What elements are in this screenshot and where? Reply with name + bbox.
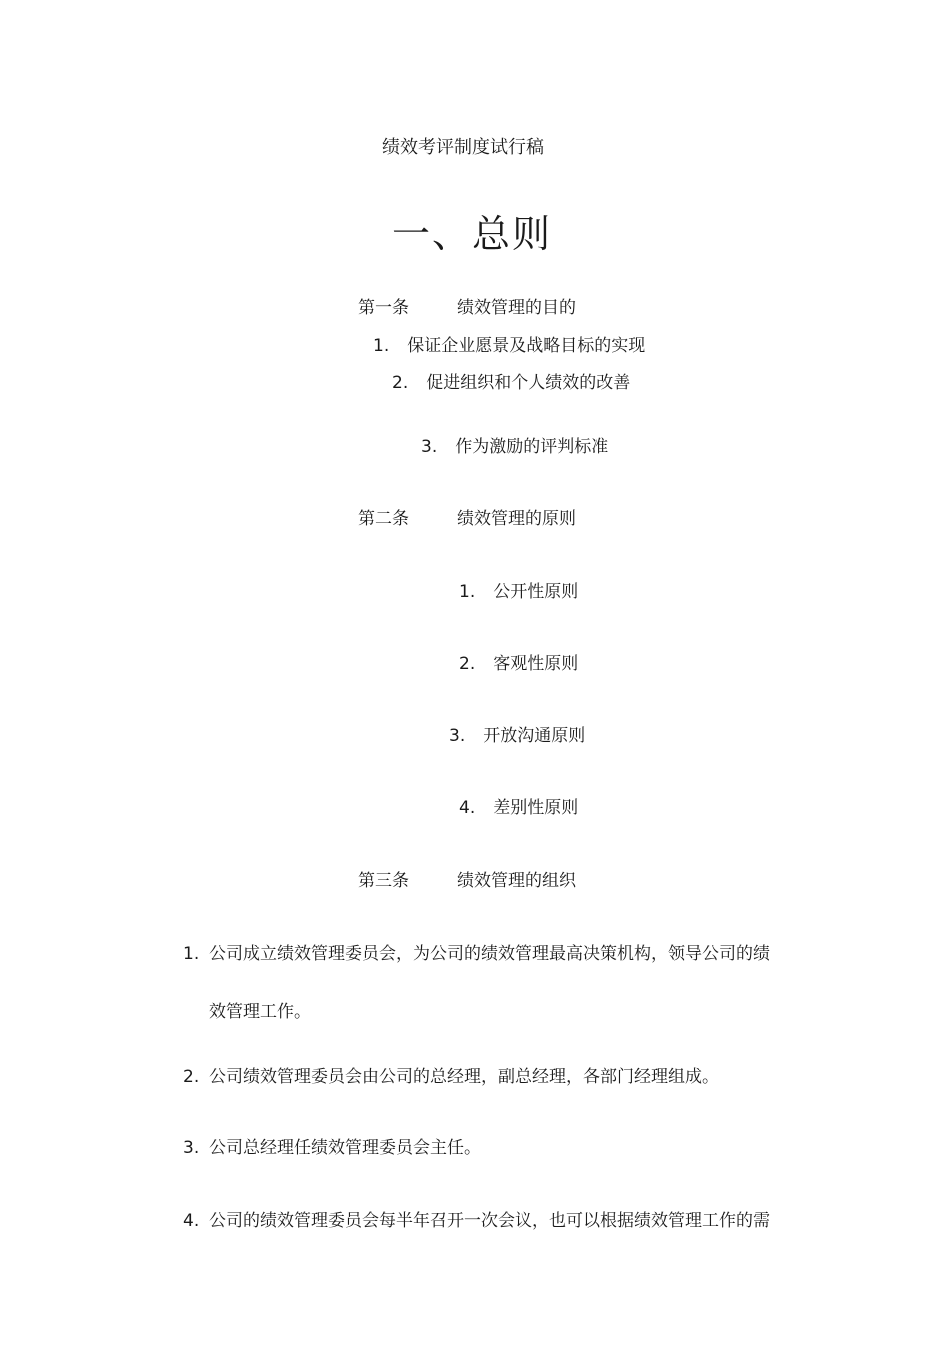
list-item-number: 2.: [459, 654, 476, 674]
paragraph: [183, 943, 803, 1023]
list-item-text: 促进组织和个人绩效的改善: [426, 373, 631, 393]
list-item-text: 公开性原则: [493, 582, 579, 602]
paragraph-line: 效管理工作。: [209, 1002, 311, 1022]
list-item: [459, 797, 578, 819]
list-item-text: 作为激励的评判标准: [455, 437, 609, 457]
list-item: [459, 653, 578, 675]
article-2-title: 绩效管理的原则: [457, 509, 576, 529]
paragraph-line: 公司成立绩效管理委员会，为公司的绩效管理最高决策机构，领导公司的绩: [209, 944, 770, 964]
paragraph-number: 3.: [183, 1138, 200, 1158]
list-item-text: 差别性原则: [493, 798, 579, 818]
list-item-number: 3.: [421, 437, 438, 457]
list-item-number: 1.: [459, 582, 476, 602]
paragraph: [183, 1210, 803, 1232]
list-item: [392, 372, 630, 394]
paragraph: [183, 1137, 803, 1159]
article-1-heading: [358, 297, 576, 319]
paragraph-line: 公司的绩效管理委员会每半年召开一次会议，也可以根据绩效管理工作的需: [209, 1211, 770, 1231]
list-item-number: 4.: [459, 798, 476, 818]
paragraph-line: 公司总经理任绩效管理委员会主任。: [209, 1138, 481, 1158]
paragraph-text: [209, 1066, 803, 1088]
list-item-text: 开放沟通原则: [483, 726, 586, 746]
article-2-label: 第二条: [358, 509, 409, 529]
list-item-number: 3.: [449, 726, 466, 746]
paragraph: [183, 1066, 803, 1088]
paragraph-number: 2.: [183, 1067, 200, 1087]
article-1-title: 绩效管理的目的: [457, 298, 576, 318]
paragraph-text: [209, 943, 803, 1023]
article-1-label: 第一条: [358, 298, 409, 318]
article-3-label: 第三条: [358, 871, 409, 891]
paragraph-number: 4.: [183, 1211, 200, 1231]
document-title: 绩效考评制度试行稿: [382, 137, 544, 158]
paragraph-number: 1.: [183, 944, 200, 964]
section-heading: 一、总则: [392, 212, 553, 256]
article-3-title: 绩效管理的组织: [457, 871, 576, 891]
paragraph-line: 公司绩效管理委员会由公司的总经理，副总经理，各部门经理组成。: [209, 1067, 719, 1087]
list-item-text: 保证企业愿景及战略目标的实现: [407, 336, 646, 356]
paragraph-text: [209, 1210, 803, 1232]
article-3-heading: [358, 870, 576, 892]
list-item: [459, 581, 578, 603]
list-item-text: 客观性原则: [493, 654, 579, 674]
list-item: [449, 725, 585, 747]
list-item-number: 1.: [373, 336, 390, 356]
list-item: [421, 436, 608, 458]
list-item: [373, 335, 645, 357]
article-2-heading: [358, 508, 576, 530]
paragraph-text: [209, 1137, 803, 1159]
list-item-number: 2.: [392, 373, 409, 393]
